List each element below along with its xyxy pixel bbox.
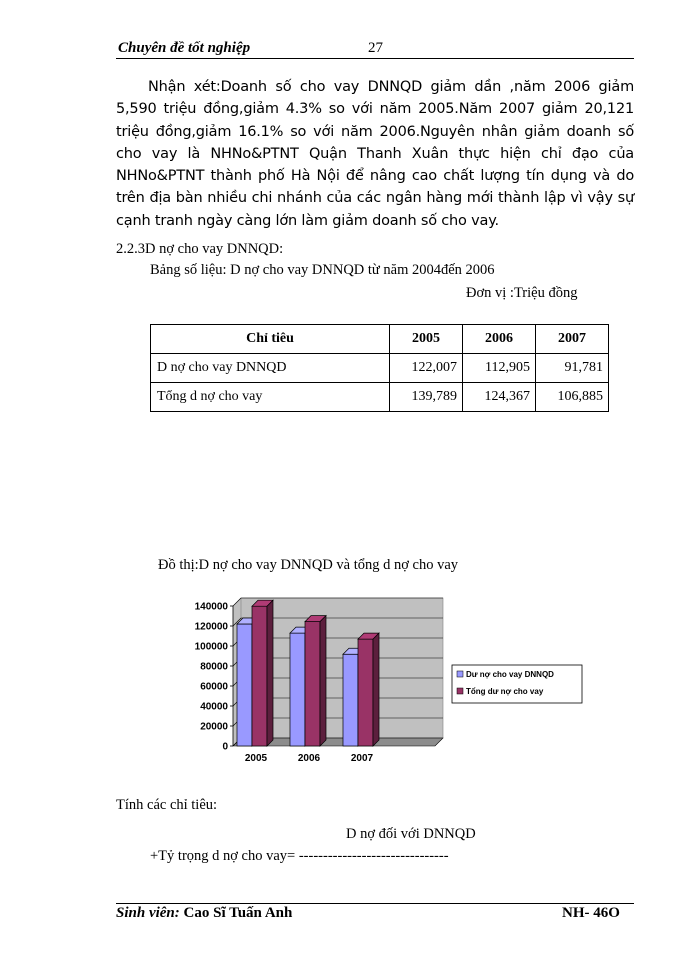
table-cell-label: D nợ cho vay DNNQD [151, 354, 390, 383]
table-header-cell: 2005 [390, 325, 463, 354]
legend-label: Tổng dư nợ cho vay [466, 687, 544, 696]
legend-swatch [457, 671, 463, 677]
bar-side [373, 633, 379, 746]
y-tick-label: 100000 [194, 641, 228, 653]
analysis-paragraph: Nhận xét:Doanh số cho vay DNNQD giảm dần ,năm 2006 giảm 5,590 triệu đồng,giảm 4.3% so với năm 2005.Năm 2007 giảm 20,121 triệu đồng,giảm 16.1% so với năm 2006.Nguyên nhân giảm doanh số cho vay là NHNo&PTNT Quận Thanh Xuân thực hiện chỉ đạo của NHNo&PTNT thành phố Hà Nội để nâng cao chất lượng tín dụng và do trên địa bàn nhiều chi nhánh của các ngân hàng mới thành lập vì vậy sự cạnh tranh ngày càng lớn làm giảm doanh số cho vay. [116, 79, 634, 229]
legend-swatch [457, 688, 463, 694]
table-header-cell: Chỉ tiêu [151, 325, 390, 354]
table-cell: 124,367 [463, 383, 536, 412]
unit-label: Đơn vị :Triệu đồng [466, 285, 578, 301]
bar-front [305, 622, 320, 746]
section-heading: 2.2.3D nợ cho vay DNNQD: [116, 241, 284, 257]
bar-front [237, 624, 252, 746]
table-cell: 106,885 [536, 383, 609, 412]
indicators-label: Tính các chỉ tiêu: [116, 797, 218, 813]
data-table [150, 324, 609, 412]
y-tick-label: 0 [222, 741, 228, 753]
x-tick-label: 2005 [244, 753, 268, 764]
bar-side [320, 616, 326, 746]
header-rule [116, 58, 634, 59]
chart-title: Đồ thị:D nợ cho vay DNNQD và tổng d nợ cho vay [158, 557, 459, 573]
y-tick-label: 60000 [200, 681, 228, 693]
table-row [151, 354, 609, 383]
bar-chart [170, 594, 590, 774]
table-row [151, 383, 609, 412]
x-tick-label: 2006 [297, 753, 321, 764]
table-caption: Bảng số liệu: D nợ cho vay DNNQD từ năm 2004đến 2006 [150, 262, 495, 278]
footer-student-name: Cao Sĩ Tuấn Anh [179, 905, 293, 921]
x-tick-label: 2007 [350, 753, 374, 764]
footer-student [116, 905, 292, 922]
bar-front [343, 654, 358, 746]
footer-class: NH- 46O [562, 905, 620, 921]
table-header-cell: 2006 [463, 325, 536, 354]
bar-side [267, 600, 273, 746]
table-cell: 112,905 [463, 354, 536, 383]
y-tick-label: 40000 [200, 701, 228, 713]
table-cell: 139,789 [390, 383, 463, 412]
legend-label: Dư nợ cho vay DNNQD [466, 670, 554, 679]
bar-front [290, 633, 305, 746]
document-header-title: Chuyên đề tốt nghiệp [118, 40, 251, 56]
table-cell: 91,781 [536, 354, 609, 383]
formula-line: +Tỷ trọng d nợ cho vay= ------------------------------- [150, 848, 449, 864]
bar-front [252, 606, 267, 746]
table-header-row [151, 325, 609, 354]
y-tick-label: 80000 [200, 661, 228, 673]
y-tick-label: 20000 [200, 721, 228, 733]
table-header-cell: 2007 [536, 325, 609, 354]
footer-rule [116, 903, 634, 904]
y-tick-label: 120000 [194, 621, 228, 633]
y-tick-label: 140000 [194, 601, 228, 613]
table-cell: 122,007 [390, 354, 463, 383]
bar-front [358, 639, 373, 746]
page-number: 27 [368, 40, 383, 56]
footer-student-label: Sinh viên: [116, 905, 180, 921]
formula-numerator: D nợ đối với DNNQD [346, 826, 476, 842]
table-cell-label: Tổng d nợ cho vay [151, 383, 390, 412]
